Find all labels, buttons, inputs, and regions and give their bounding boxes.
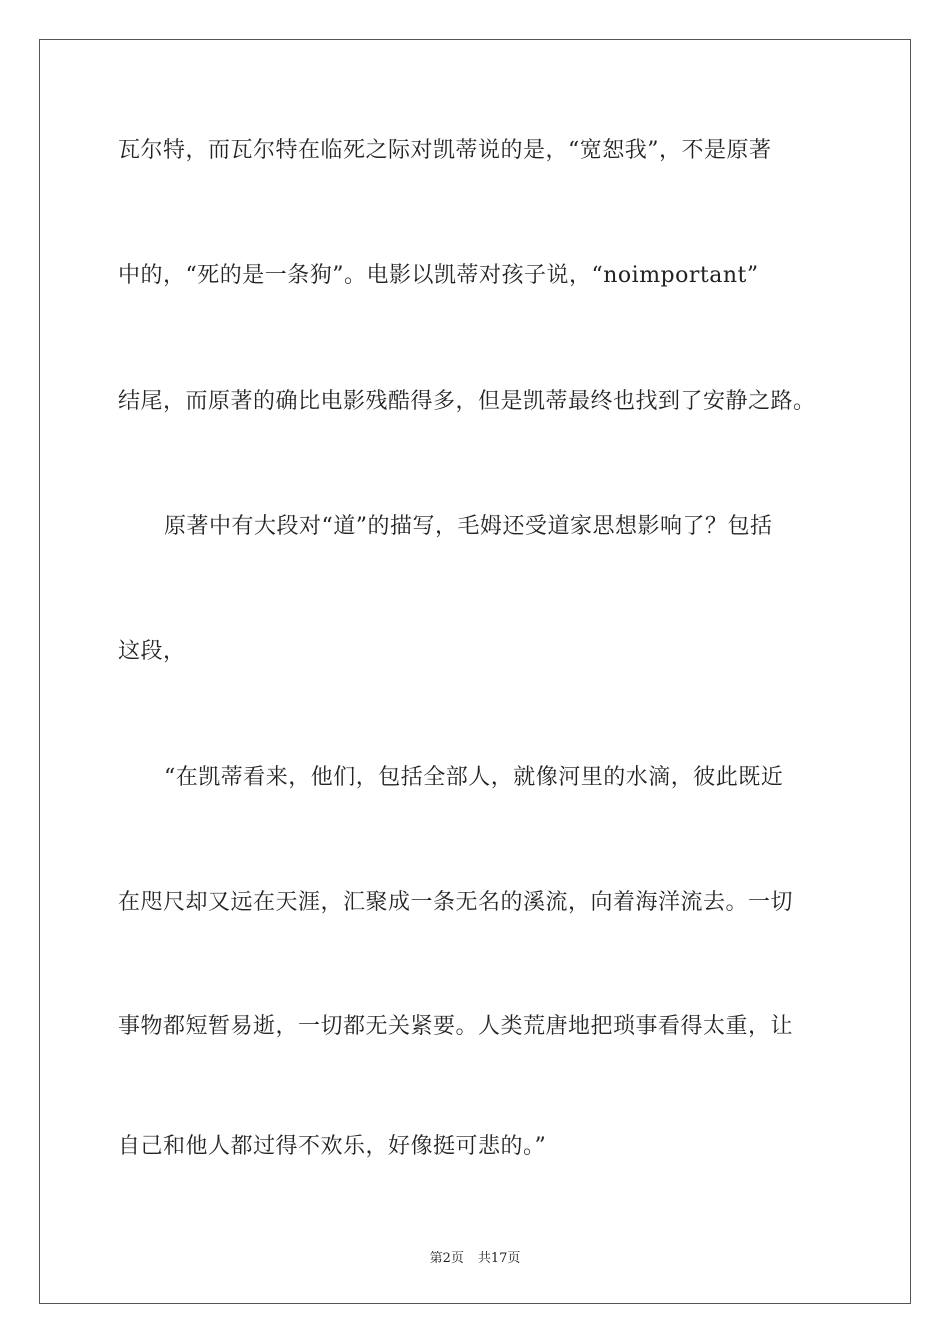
- paragraph-first-line: 原著中有大段对“道”的描写，毛姆还受道家思想影响了？包括: [164, 514, 773, 539]
- text-line: 在咫尺却又远在天涯，汇聚成一条无名的溪流，向着海洋流去。一切: [118, 890, 794, 915]
- text-line: 中的，“死的是一条狗”。电影以凯蒂对孩子说，“noimportant”: [118, 263, 759, 288]
- text-line: 瓦尔特，而瓦尔特在临死之际对凯蒂说的是，“宽恕我”，不是原著: [118, 138, 772, 163]
- quote-first-line: “在凯蒂看来，他们，包括全部人，就像河里的水滴，彼此既近: [164, 765, 784, 790]
- text-line: 事物都短暂易逝，一切都无关紧要。人类荒唐地把琐事看得太重，让: [118, 1014, 794, 1039]
- text-line: 结尾，而原著的确比电影残酷得多，但是凯蒂最终也找到了安静之路。: [118, 389, 816, 414]
- page-total: 共17页: [477, 1251, 521, 1266]
- text-line: 自己和他人都过得不欢乐，好像挺可悲的。”: [118, 1134, 547, 1159]
- page-border: [39, 39, 911, 1304]
- text-line: 这段，: [118, 639, 186, 664]
- page-number: 第2页: [429, 1251, 464, 1266]
- page-footer: [0, 1247, 950, 1266]
